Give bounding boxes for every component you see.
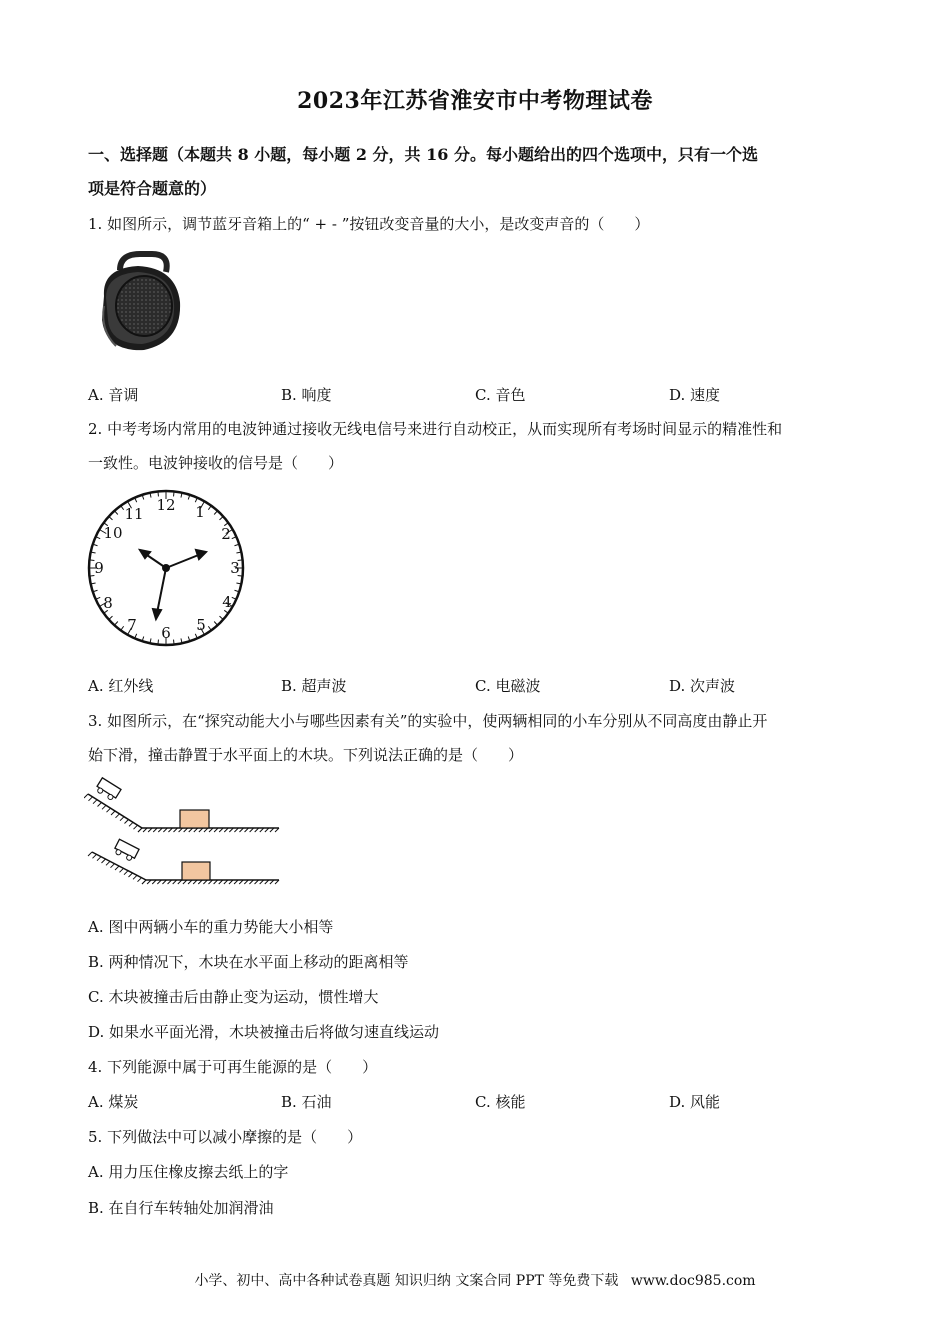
ground-hatch <box>89 797 93 801</box>
cart-low <box>113 839 139 862</box>
clock-number: 7 <box>127 616 137 634</box>
ground-hatch <box>129 822 133 826</box>
section-heading-line1: 一、选择题（本题共 8 小题，每小题 2 分，共 16 分。每小题给出的四个选项中，只有一个选 <box>88 145 758 164</box>
q4-option-c: C. 核能 <box>475 1093 526 1111</box>
q3-option-d: D. 如果水平面光滑，木块被撞击后将做匀速直线运动 <box>88 1023 440 1041</box>
q2-option-d: D. 次声波 <box>669 677 736 695</box>
ground-hatch <box>88 852 92 856</box>
ground-hatch <box>102 859 106 863</box>
clock-number: 6 <box>161 624 171 642</box>
ground-hatch <box>93 854 97 858</box>
bluetooth-speaker-image <box>96 250 182 360</box>
question-1-text: 1. 如图所示，调节蓝牙音箱上的“ + - ”按钮改变音量的大小，是改变声音的（ ） <box>88 215 650 233</box>
ground-hatch <box>142 880 146 884</box>
q4-option-d: D. 风能 <box>669 1093 721 1111</box>
q4-option-a: A. 煤炭 <box>88 1093 139 1111</box>
ground-hatch <box>111 811 115 815</box>
ground-hatch <box>125 820 129 824</box>
ground-hatch <box>106 861 110 865</box>
q1-option-b: B. 响度 <box>281 386 332 404</box>
ground-hatch <box>124 871 128 875</box>
ground-hatch <box>97 857 101 861</box>
question-4-text: 4. 下列能源中属于可再生能源的是（ ） <box>88 1058 378 1076</box>
question-3-text <box>88 704 868 772</box>
ground-hatch <box>133 875 137 879</box>
ground-hatch <box>129 873 133 877</box>
q5-option-b: B. 在自行车转轴处加润滑油 <box>88 1199 274 1217</box>
question-5-text: 5. 下列做法中可以减小摩擦的是（ ） <box>88 1128 363 1146</box>
ground-hatch <box>134 825 138 829</box>
question-2-line2: 一致性。电波钟接收的信号是（ ） <box>88 454 344 472</box>
ground-hatch <box>116 814 120 818</box>
q2-option-c: C. 电磁波 <box>475 677 541 695</box>
radio-clock-image <box>86 486 246 650</box>
section-heading <box>88 138 868 206</box>
question-2-line1: 2. 中考考场内常用的电波钟通过接收无线电信号来进行自动校正，从而实现所有考场时间显示的精准性和 <box>88 420 783 438</box>
ground-hatch <box>138 878 142 882</box>
wood-block-low <box>182 862 210 880</box>
q4-option-b: B. 石油 <box>281 1093 332 1111</box>
ground-hatch <box>115 866 119 870</box>
ground-hatch <box>111 864 115 868</box>
ground-hatch <box>120 817 124 821</box>
setup-low <box>88 839 279 884</box>
q2-option-a: A. 红外线 <box>88 677 154 695</box>
page-footer <box>0 1270 950 1290</box>
q1-option-c: C. 音色 <box>475 386 526 404</box>
ground-hatch <box>102 805 106 809</box>
q3-option-c: C. 木块被撞击后由静止变为运动，惯性增大 <box>88 988 379 1006</box>
clock-number: 5 <box>196 616 206 634</box>
q2-option-b: B. 超声波 <box>281 677 347 695</box>
clock-number: 8 <box>103 594 113 612</box>
q5-option-a: A. 用力压住橡皮擦去纸上的字 <box>88 1163 289 1181</box>
clock-number: 10 <box>103 524 123 542</box>
clock-number: 12 <box>156 496 176 514</box>
page-title: 2023年江苏省淮安市中考物理试卷 <box>297 88 653 114</box>
wood-block-high <box>180 810 209 828</box>
clock-center <box>163 565 169 571</box>
question-3-line2: 始下滑，撞击静置于水平面上的木块。下列说法正确的是（ ） <box>88 746 524 764</box>
q1-option-a: A. 音调 <box>88 386 139 404</box>
q3-option-b: B. 两种情况下，木块在水平面上移动的距离相等 <box>88 953 409 971</box>
q1-option-d: D. 速度 <box>669 386 721 404</box>
ground-hatch <box>107 808 111 812</box>
cart-high <box>95 778 121 802</box>
setup-high <box>84 778 279 832</box>
question-3-line1: 3. 如图所示，在“探究动能大小与哪些因素有关”的实验中，使两辆相同的小车分别从不同高度由静止开 <box>88 712 768 730</box>
ground-hatch <box>98 803 102 807</box>
footer-link[interactable]: www.doc985.com <box>630 1273 756 1289</box>
q3-option-a: A. 图中两辆小车的重力势能大小相等 <box>88 918 334 936</box>
ground-hatch <box>138 828 142 832</box>
clock-number: 1 <box>195 503 205 521</box>
ground-hatch <box>84 794 88 798</box>
question-2-text <box>88 412 868 480</box>
clock-number: 2 <box>221 525 231 543</box>
incline-experiment-figure <box>84 776 284 888</box>
clock-number: 11 <box>124 505 144 523</box>
section-heading-line2: 项是符合题意的） <box>88 179 217 198</box>
ground-hatch <box>93 800 97 804</box>
ground-hatch <box>120 868 124 872</box>
clock-number: 9 <box>94 559 104 577</box>
footer-text: 小学、初中、高中各种试卷真题 知识归纳 文案合同 PPT 等免费下载 <box>194 1273 619 1289</box>
clock-number: 3 <box>230 559 240 577</box>
clock-number: 4 <box>222 593 232 611</box>
